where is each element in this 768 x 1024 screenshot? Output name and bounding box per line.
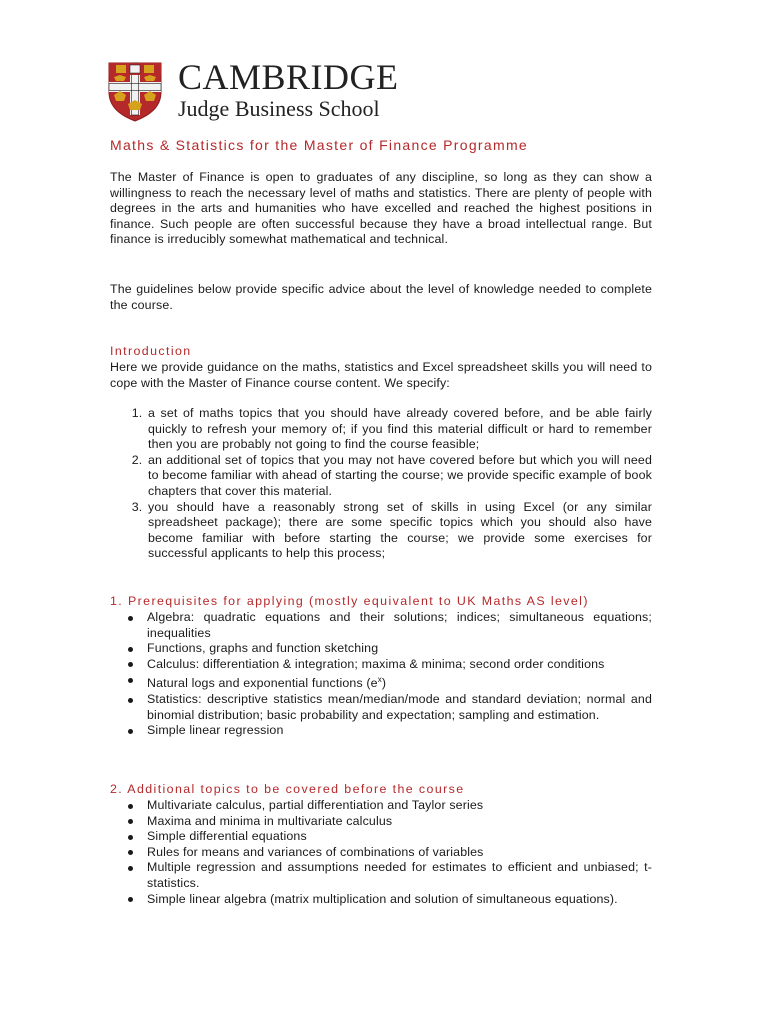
- list-item: Rules for means and variances of combinations of variables: [146, 845, 652, 861]
- list-item: Simple linear regression: [146, 723, 652, 739]
- list-item: Simple linear algebra (matrix multiplication and solution of simultaneous equations).: [146, 892, 652, 908]
- introduction-list: [110, 406, 652, 562]
- section1-list: [110, 610, 652, 739]
- list-item: Functions, graphs and function sketching: [146, 641, 652, 657]
- logo-sub-text: Judge Business School: [178, 96, 380, 121]
- section2-heading: 2. Additional topics to be covered before the course: [110, 782, 465, 796]
- exp-close: ): [381, 676, 387, 691]
- cambridge-judge-logo: [108, 57, 408, 122]
- logo-wordmark: [178, 58, 399, 122]
- document-title: Maths & Statistics for the Master of Finance Programme: [110, 137, 528, 153]
- list-item: 3. you should have a reasonably strong set of skills in using Excel (or any similar spreadsheet package); there are some specific topics which you should also have become familiar with before starting the course; we provide some exercises for successful applicants to help this process;: [146, 500, 652, 562]
- list-item: Maxima and minima in multivariate calculus: [146, 814, 652, 830]
- exp-superscript: x: [377, 675, 382, 685]
- list-item: Simple differential equations: [146, 829, 652, 845]
- university-shield-icon: [108, 62, 162, 122]
- list-item: Algebra: quadratic equations and their solutions; indices; simultaneous equations; inequalities: [147, 610, 652, 640]
- introduction-heading: Introduction: [110, 344, 192, 358]
- list-item: 1. a set of maths topics that you should have already covered before, and be able fairly quickly to refresh your memory of; if you find this material difficult or hard to remember then you are probably not going to find the course feasible;: [146, 406, 652, 453]
- list-item: Multiple regression and assumptions needed for estimates to efficient and unbiased; t-statistics.: [147, 860, 652, 890]
- section2-list: [110, 798, 652, 907]
- logo-main-text: CAMBRIDGE: [178, 57, 399, 97]
- exp-text: Natural logs and exponential functions (e: [147, 676, 378, 691]
- list-item: Statistics: descriptive statistics mean/median/mode and standard deviation; normal and binomial distribution; basic probability and expectation; sampling and estimation.: [147, 692, 652, 722]
- list-item: Multivariate calculus, partial differentiation and Taylor series: [146, 798, 652, 814]
- list-item: [146, 672, 652, 692]
- list-item: Calculus: differentiation & integration; maxima & minima; second order conditions: [146, 657, 652, 673]
- intro-paragraph-1: The Master of Finance is open to graduates of any discipline, so long as they can show a willingness to reach the necessary level of maths and statistics. There are plenty of people with degrees in the arts and humanities who have excelled and reached the highest positions in finance. Such people are often successful because they have a broad intellectual range. But finance is irreducibly somewhat mathematical and technical.: [110, 170, 652, 247]
- introduction-text: Here we provide guidance on the maths, statistics and Excel spreadsheet skills you will need to cope with the Master of Finance course content. We specify:: [110, 360, 652, 390]
- section1-heading: 1. Prerequisites for applying (mostly equivalent to UK Maths AS level): [110, 594, 589, 608]
- intro-paragraph-2: The guidelines below provide specific advice about the level of knowledge needed to complete the course.: [110, 282, 652, 312]
- list-item: 2. an additional set of topics that you may not have covered before but which you will need to become familiar with ahead of starting the course; we provide specific example of book chapters that cover this material.: [146, 453, 652, 500]
